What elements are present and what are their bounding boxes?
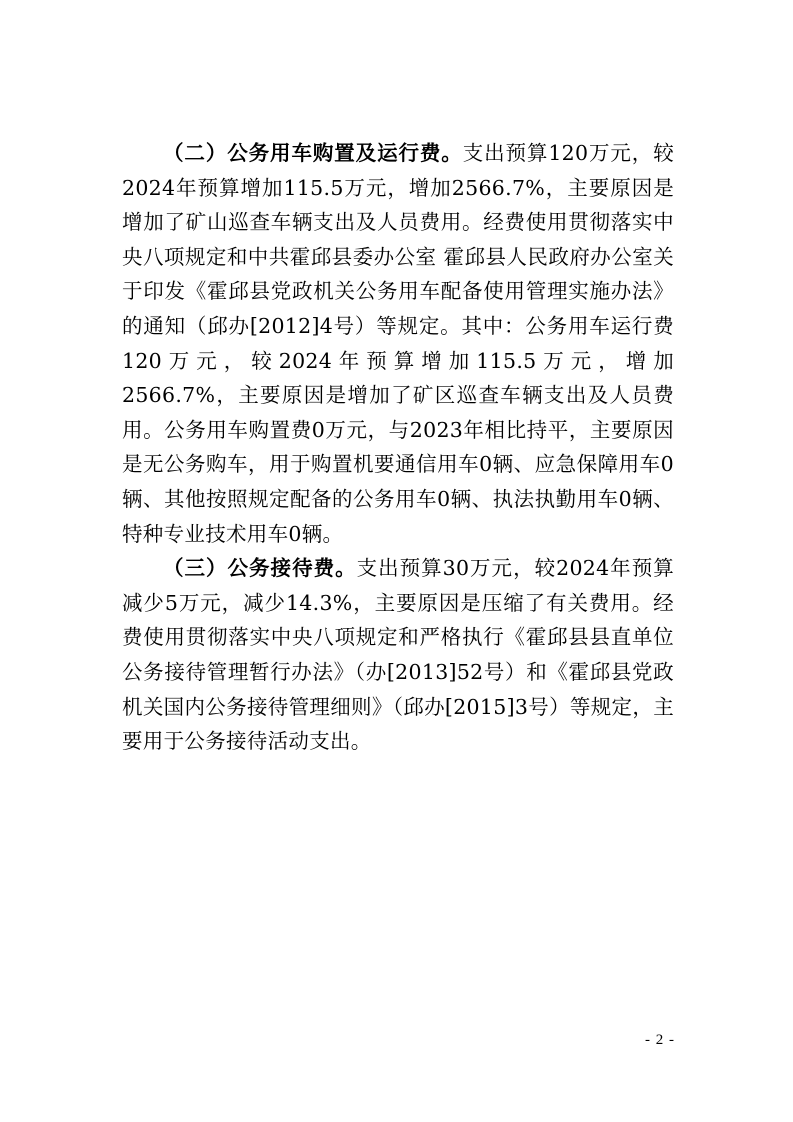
document-body	[122, 136, 674, 759]
paragraph-reception-costs	[122, 551, 674, 759]
section-heading-reception-costs: （三）公务接待费。	[163, 556, 357, 581]
section-body-reception-costs: 支出预算30万元，较2024年预算减少5万元，减少14.3%，主要原因是压缩了有关费用。经费使用贯彻落实中央八项规定和严格执行《霍邱县县直单位公务接待管理暂行办法》（办[2013]52号）和《霍邱县党政机关国内公务接待管理细则》（邱办[2015]3号）等规定，主要用于公务接待活动支出。	[122, 556, 675, 754]
page-number: - 2 -	[645, 1032, 675, 1048]
paragraph-vehicle-costs	[122, 136, 674, 551]
section-heading-vehicle-costs: （二）公务用车购置及运行费。	[163, 141, 463, 165]
section-body-vehicle-costs: 支出预算120万元，较2024年预算增加115.5万元，增加2566.7%，主要原因是增加了矿山巡查车辆支出及人员费用。经费使用贯彻落实中央八项规定和中共霍邱县委办公室 霍邱县人民政府办公室关于印发《霍邱县党政机关公务用车配备使用管理实施办法》的通知（邱办[2012]4号）等规定。其中：公务用车运行费120万元，较2024年预算增加115.5万元，增加2566.7%，主要原因是增加了矿区巡查车辆支出及人员费用。公务用车购置费0万元，与2023年相比持平，主要原因是无公务购车，用于购置机要通信用车0辆、应急保障用车0辆、其他按照规定配备的公务用车0辆、执法执勤用车0辆、特种专业技术用车0辆。	[122, 141, 674, 546]
